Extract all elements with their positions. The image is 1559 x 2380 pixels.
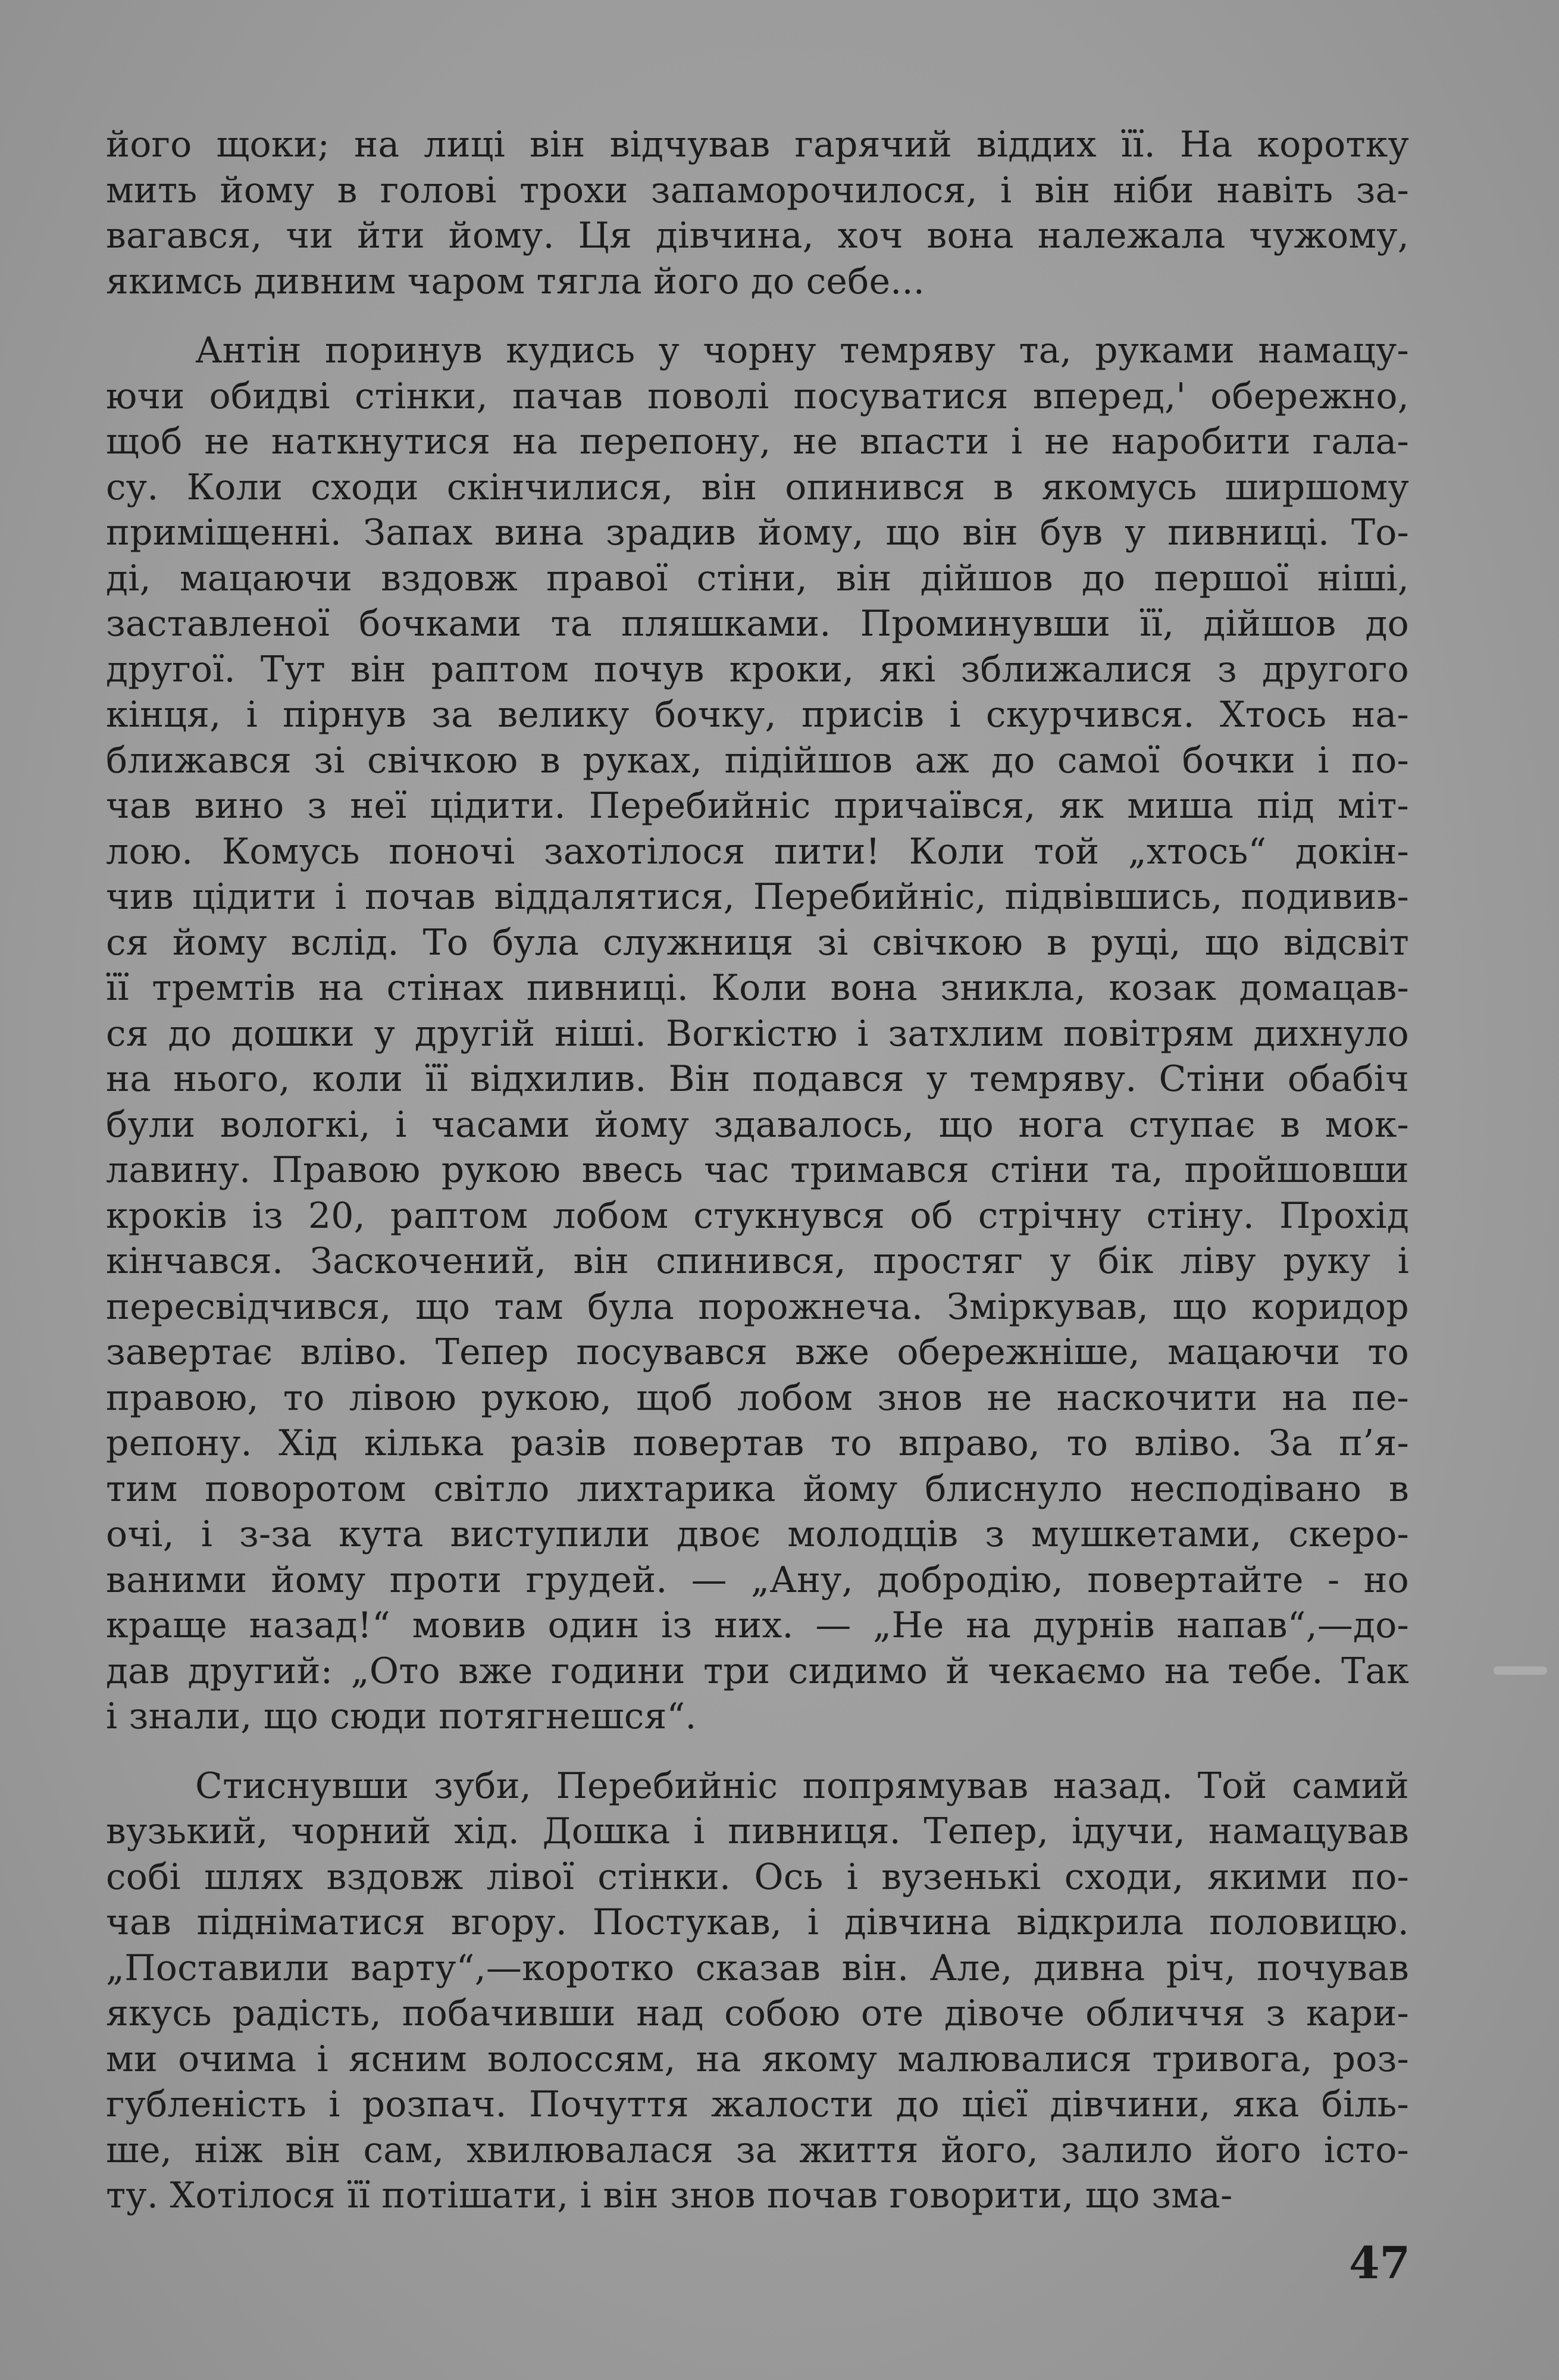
text-line: „Поставили варту“,—коротко сказав він. Але, дивна річ, почував [106,1947,1409,1989]
text-line: якусь радість, побачивши над собою оте дівоче обличчя з кари- [106,1993,1409,2034]
page-number: 47 [1349,2238,1410,2289]
text-line: ючи обидві стінки, пачав поволі посуватися вперед,' обережно, [106,375,1409,417]
text-line: ближався зі свічкою в руках, підійшов аж до самої бочки і по- [106,739,1409,781]
text-line: вагався, чи йти йому. Ця дівчина, хоч вона належала чужому, [106,215,1409,257]
text-line: Антін поринув кудись у чорну темряву та, руками намацу- [195,330,1409,371]
text-line: ваними йому проти грудей. — „Ану, добродію, повертайте - но [106,1559,1409,1601]
text-line: ся до дошки у другій ніші. Вогкістю і затхлим повітрям дихнуло [106,1012,1409,1055]
text-line: заставленої бочками та пляшками. Проминувши її, дійшов до [106,603,1409,645]
text-line: ту. Хотілося її потішати, і він знов почав говорити, що зма- [106,2175,1233,2216]
text-line: завертає вліво. Тепер посувався вже обережніше, мацаючи то [106,1331,1409,1373]
text-line: мить йому в голові трохи запаморочилося, і він ніби навіть за- [106,169,1409,211]
paragraph [106,122,1409,304]
text-line: і знали, що сюди потягнешся“. [106,1696,697,1737]
text-line: приміщенні. Запах вина зрадив йому, що він був у пивниці. То- [106,512,1409,553]
paragraph [106,328,1409,1740]
text-line: були вологкі, і часами йому здавалось, що нога ступає в мок- [106,1103,1409,1146]
body-text [106,122,1409,2219]
text-line: щоб не наткнутися на перепону, не впасти і не наробити гала- [106,421,1409,462]
text-line: її тремтів на стінах пивниці. Коли вона зникла, козак домацав- [106,967,1409,1009]
text-line: ми очима і ясним волоссям, на якому малювалися тривога, роз- [106,2038,1409,2080]
text-line: репону. Хід кілька разів повертав то вправо, то вліво. За п’я- [106,1422,1409,1464]
text-line: ді, мацаючи вздовж правої стіни, він дійшов до першої ніші, [106,557,1409,599]
text-line: кінчався. Заскочений, він спинився, простяг у бік ліву руку і [106,1240,1409,1282]
text-line: другої. Тут він раптом почув кроки, які зближалися з другого [106,648,1409,690]
text-line: вузький, чорний хід. Дошка і пивниця. Тепер, ідучи, намацував [106,1810,1409,1852]
text-line: чав вино з неї цідити. Перебийніс причаївся, як миша під міт- [106,785,1409,827]
text-line: кінця, і пірнув за велику бочку, присів і скурчився. Хтось на- [106,694,1409,736]
text-line: якимсь дивним чаром тягла його до себе... [106,260,925,302]
text-line: правою, то лівою рукою, щоб лобом знов не наскочити на пе- [106,1377,1409,1419]
text-line: пересвідчився, що там була порожнеча. Зміркував, що коридор [106,1286,1409,1328]
text-line: су. Коли сходи скінчилися, він опинився в якомусь ширшому [106,466,1409,508]
text-line: його щоки; на лиці він відчував гарячий віддих її. На коротку [106,124,1409,165]
text-line: лою. Комусь поночі захотілося пити! Коли той „хтось“ докін- [106,830,1409,872]
text-line: на нього, коли її відхилив. Він подався у темряву. Стіни обабіч [106,1058,1409,1100]
text-line: собі шлях вздовж лівої стінки. Ось і вузенькі сходи, якими по- [106,1856,1409,1898]
text-line: губленість і розпач. Почуття жалости до цієї дівчини, яка біль- [106,2084,1409,2125]
paragraph [106,1763,1409,2219]
text-line: Стиснувши зуби, Перебийніс попрямував назад. Той самий [195,1765,1409,1807]
text-line: кроків із 20, раптом лобом стукнувся об стрічну стіну. Прохід [106,1194,1409,1237]
text-line: краще назад!“ мовив один із них. — „Не на дурнів напав“,—до- [106,1605,1409,1646]
text-line: тим поворотом світло лихтарика йому блиснуло несподівано в [106,1468,1409,1510]
text-line: очі, і з-за кута виступили двоє молодців з мушкетами, скеро- [106,1513,1409,1555]
text-line: чав підніматися вгору. Постукав, і дівчина відкрила половицю. [106,1902,1409,1943]
text-line: ся йому вслід. То була служниця зі свічкою в руці, що відсвіт [106,921,1409,964]
scan-edge-mark [1494,1666,1547,1675]
text-line: дав другий: „Ото вже години три сидимо й чекаємо на тебе. Так [106,1650,1409,1692]
text-line: лавину. Правою рукою ввесь час тримався стіни та, пройшовши [106,1149,1409,1191]
text-line: чив цідити і почав віддалятися, Перебийніс, підвівшись, подивив- [106,876,1409,918]
text-line: ше, ніж він сам, хвилювалася за життя його, залило його істо- [106,2129,1409,2171]
